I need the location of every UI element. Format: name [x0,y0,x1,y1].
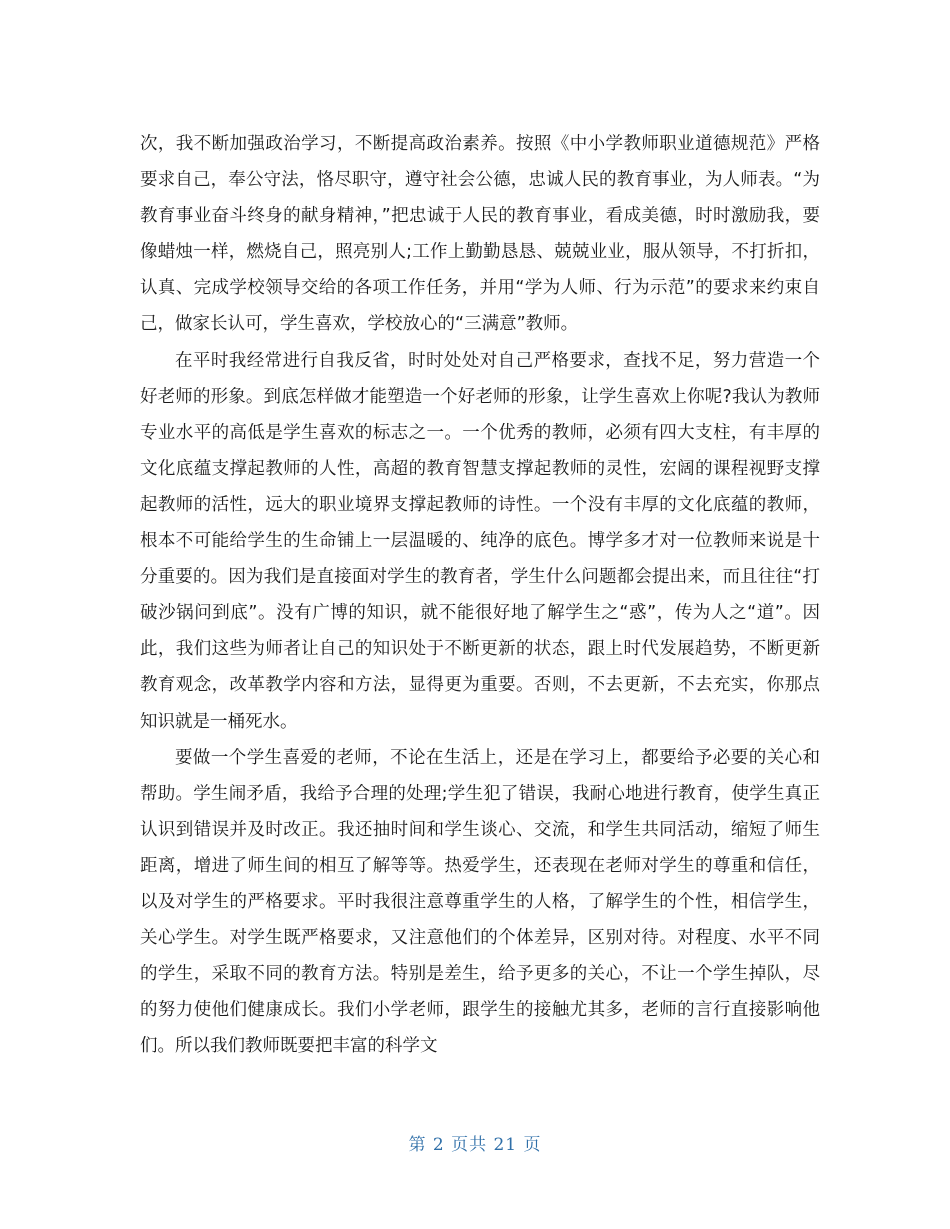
paragraph-1: 次，我不断加强政治学习，不断提高政治素养。按照《中小学教师职业道德规范》严格要求自己，奉公守法，恪尽职守，遵守社会公德，忠诚人民的教育事业，为人师表。“为教育事业奋斗终身的献身精神，”把忠诚于人民的教育事业，看成美德，时时激励我，要像蜡烛一样，燃烧自己，照亮别人;工作上勤勤恳恳、兢兢业业，服从领导，不打折扣，认真、完成学校领导交给的各项工作任务，并用“学为人师、行为示范”的要求来约束自己，做家长认可，学生喜欢，学校放心的“三满意”教师。 [140,134,820,335]
document-body [140,126,820,1064]
page-number-footer: 第 2 页共 21 页 [408,1135,542,1155]
paragraph-3: 要做一个学生喜爱的老师，不论在生活上，还是在学习上，都要给予必要的关心和帮助。学生闹矛盾，我给予合理的处理;学生犯了错误，我耐心地进行教育，使学生真正认识到错误并及时改正。我还抽时间和学生谈心、交流，和学生共同活动，缩短了师生距离，增进了师生间的相互了解等等。热爱学生，还表现在老师对学生的尊重和信任，以及对学生的严格要求。平时我很注意尊重学生的人格，了解学生的个性，相信学生，关心学生。对学生既严格要求，又注意他们的个体差异，区别对待。对程度、水平不同的学生，采取不同的教育方法。特别是差生，给予更多的关心，不让一个学生掉队，尽的努力使他们健康成长。我们小学老师，跟学生的接触尤其多，老师的言行直接影响他们。所以我们教师既要把丰富的科学文 [140,747,820,1057]
paragraph-2: 在平时我经常进行自我反省，时时处处对自己严格要求，查找不足，努力营造一个好老师的形象。到底怎样做才能塑造一个好老师的形象，让学生喜欢上你呢?我认为教师专业水平的高低是学生喜欢的标志之一。一个优秀的教师，必须有四大支柱，有丰厚的文化底蕴支撑起教师的人性，高超的教育智慧支撑起教师的灵性，宏阔的课程视野支撑起教师的活性，远大的职业境界支撑起教师的诗性。一个没有丰厚的文化底蕴的教师，根本不可能给学生的生命铺上一层温暖的、纯净的底色。博学多才对一位教师来说是十分重要的。因为我们是直接面对学生的教育者，学生什么问题都会提出来，而且往往“打破沙锅问到底”。没有广博的知识，就不能很好地了解学生之“惑”，传为人之“道”。因此，我们这些为师者让自己的知识处于不断更新的状态，跟上时代发展趋势，不断更新教育观念，改革教学内容和方法，显得更为重要。否则，不去更新，不去充实，你那点知识就是一桶死水。 [140,350,820,732]
